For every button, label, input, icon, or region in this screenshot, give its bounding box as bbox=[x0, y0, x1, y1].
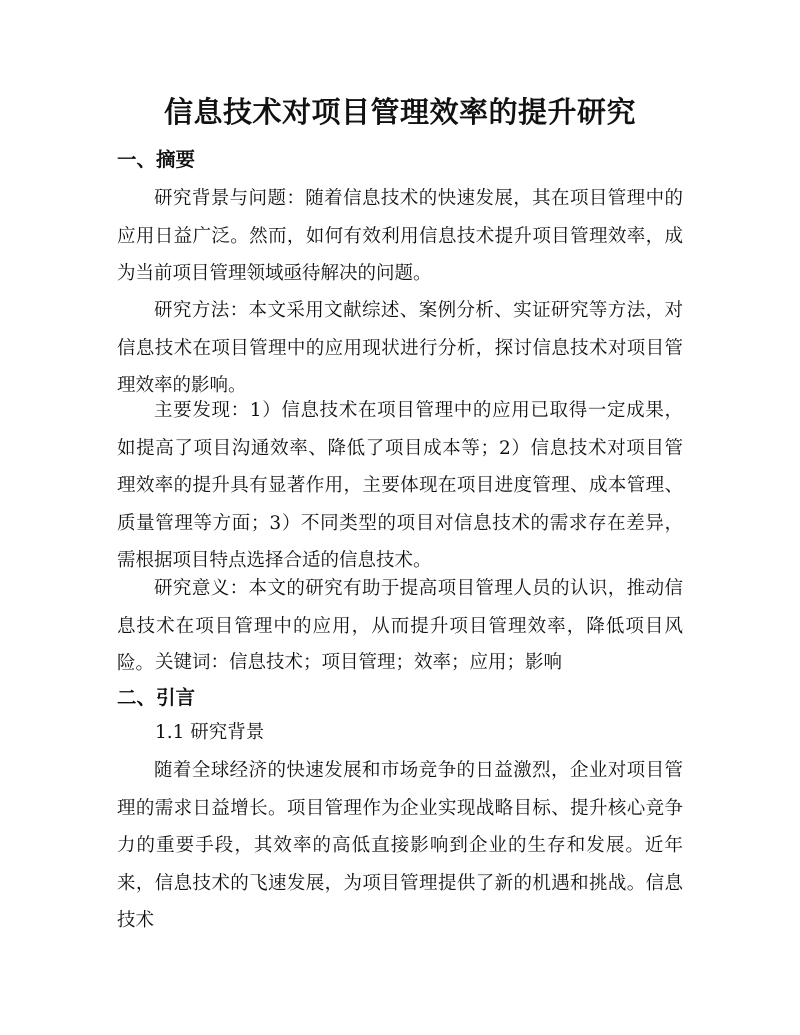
abstract-methods-paragraph: 研究方法：本文采用文献综述、案例分析、实证研究等方法，对信息技术在项目管理中的应用现状进行分析，探讨信息技术对项目管理效率的影响。 bbox=[117, 300, 683, 396]
introduction-paragraph: 随着全球经济的快速发展和市场竞争的日益激烈，企业对项目管理的需求日益增长。项目管理作为企业实现战略目标、提升核心竞争力的重要手段，其效率的高低直接影响到企业的生存和发展。近年来，信息技术的飞速发展，为项目管理提供了新的机遇和挑战。信息技术 bbox=[117, 760, 683, 931]
document-title: 信息技术对项目管理效率的提升研究 bbox=[163, 95, 636, 129]
abstract-background-paragraph: 研究背景与问题：随着信息技术的快速发展，其在项目管理中的应用日益广泛。然而，如何有效利用信息技术提升项目管理效率，成为当前项目管理领域亟待解决的问题。 bbox=[117, 188, 683, 284]
abstract-findings-paragraph: 主要发现：1）信息技术在项目管理中的应用已取得一定成果，如提高了项目沟通效率、降低了项目成本等；2）信息技术对项目管理效率的提升具有显著作用，主要体现在项目进度管理、成本管理、质量管理等方面；3）不同类型的项目对信息技术的需求存在差异，需根据项目特点选择合适的信息技术。 bbox=[117, 400, 683, 571]
abstract-heading: 一、摘要 bbox=[117, 148, 196, 171]
keywords-line: 关键词：信息技术；项目管理；效率；应用；影响 bbox=[155, 652, 563, 673]
introduction-heading: 二、引言 bbox=[117, 686, 196, 709]
research-background-subheading: 1.1 研究背景 bbox=[155, 722, 265, 743]
abstract-significance-paragraph: 研究意义：本文的研究有助于提高项目管理人员的认识，推动信息技术在项目管理中的应用，从而提升项目管理效率，降低项目风险。 bbox=[117, 578, 683, 674]
